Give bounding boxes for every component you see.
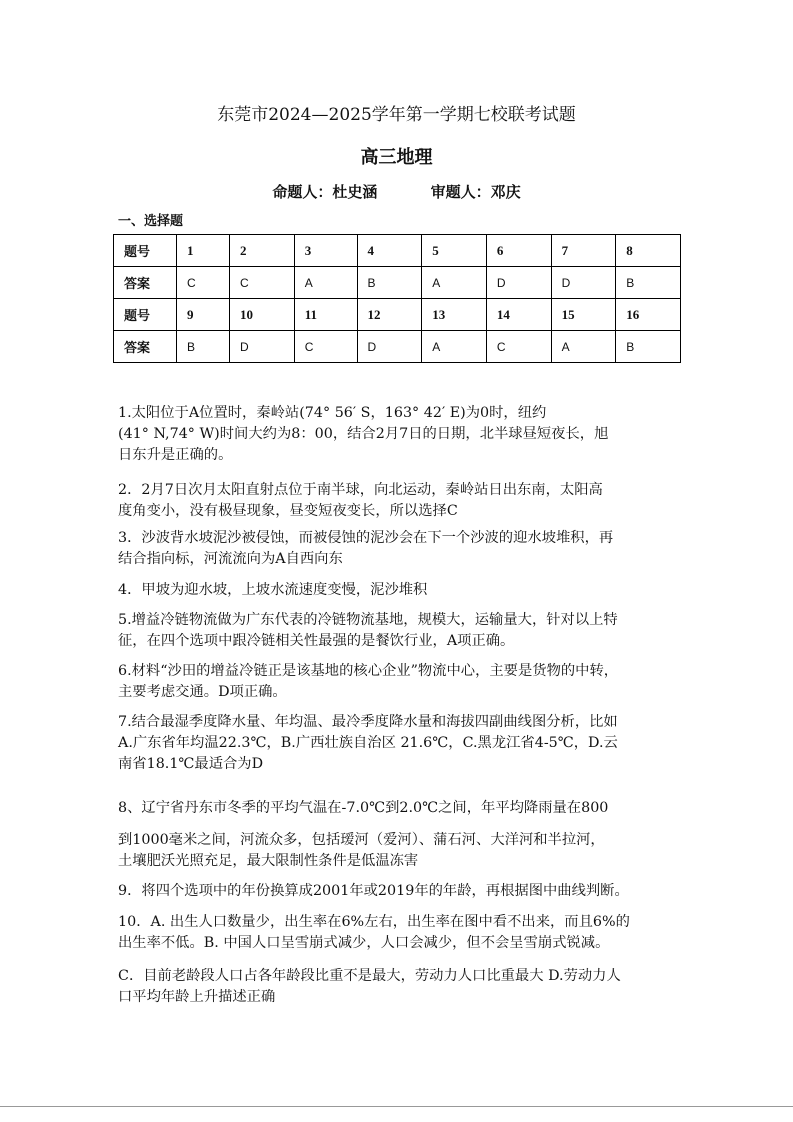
text-line: 南省18.1℃最适合为D — [118, 756, 264, 772]
question-number-cell: 2 — [230, 235, 295, 267]
answer-cell: D — [230, 331, 295, 363]
text-line: 5.增益冷链物流做为广东代表的冷链物流基地，规模大，运输量大，针对以上特 — [118, 612, 618, 628]
setter: 命题人：杜史涵 — [272, 183, 378, 201]
text-line: 7.结合最湿季度降水量、年均温、最冷季度降水量和海拔四副曲线图分析，比如 — [118, 714, 618, 730]
answer-cell: D — [486, 267, 551, 299]
text-line: 10．A. 出生人口数量少，出生率在6%左右，出生率在图中看不出来，而且6%的 — [118, 914, 630, 930]
question-number-cell: 10 — [230, 299, 295, 331]
text-line: 4．甲坡为迎水坡，上坡水流速度变慢，泥沙堆积 — [118, 582, 428, 598]
row-label: 答案 — [114, 267, 177, 299]
answer-cell: A — [294, 267, 357, 299]
explanation-paragraph — [118, 480, 698, 522]
authors — [0, 181, 793, 202]
answer-cell: D — [357, 331, 422, 363]
subject-title: 高三地理 — [360, 147, 433, 168]
text-line: 出生率不低。B. 中国人口呈雪崩式减少，人口会减少，但不会呈雪崩式锐减。 — [118, 935, 610, 951]
table-row — [114, 235, 681, 267]
text-line: 口平均年龄上升描述正确 — [118, 989, 276, 1005]
explanation-paragraph — [118, 403, 698, 466]
question-number-cell: 8 — [616, 235, 681, 267]
answer-cell: B — [616, 331, 681, 363]
question-number-cell: 15 — [551, 299, 616, 331]
answer-cell: A — [422, 331, 487, 363]
question-number-cell: 12 — [357, 299, 422, 331]
text-line: 结合指向标，河流流向为A自西向东 — [118, 551, 343, 567]
explanation-paragraph — [118, 528, 698, 570]
explanation-paragraph — [118, 712, 698, 775]
answer-cell: A — [551, 331, 616, 363]
exam-title: 东莞市2024—2025学年第一学期七校联考试题 — [217, 105, 576, 125]
text-line: C．目前老龄段人口占各年龄段比重不是最大，劳动力人口比重最大 D.劳动力人 — [118, 968, 621, 984]
text-line: (41° N,74° W)时间大约为8：00，结合2月7日的日期，北半球昼短夜长，旭 — [118, 426, 609, 442]
text-line: 度角变小，没有极昼现象，昼变短夜变长，所以选择C — [118, 503, 458, 519]
explanation-paragraph — [118, 881, 698, 902]
answer-cell: B — [357, 267, 422, 299]
explanation-paragraph — [118, 966, 698, 1008]
answer-cell: B — [177, 331, 230, 363]
row-label: 答案 — [114, 331, 177, 363]
row-label: 题号 — [114, 235, 177, 267]
question-number-cell: 4 — [357, 235, 422, 267]
question-number-cell: 13 — [422, 299, 487, 331]
answer-cell: C — [486, 331, 551, 363]
explanation-paragraph — [118, 580, 698, 601]
question-number-cell: 16 — [616, 299, 681, 331]
page-bottom-border — [0, 1106, 793, 1107]
question-number-cell: 14 — [486, 299, 551, 331]
answer-table — [113, 234, 681, 363]
question-number-cell: 9 — [177, 299, 230, 331]
question-number-cell: 1 — [177, 235, 230, 267]
table-row — [114, 299, 681, 331]
answer-cell: B — [616, 267, 681, 299]
row-label: 题号 — [114, 299, 177, 331]
text-line: 8、辽宁省丹东市冬季的平均气温在-7.0℃到2.0℃之间，年平均降雨量在800 — [118, 800, 609, 816]
text-line: 2．2月7日次月太阳直射点位于南半球，向北运动，秦岭站日出东南，太阳高 — [118, 482, 603, 498]
text-line: 1.太阳位于A位置时，秦岭站(74° 56′ S，163° 42′ E)为0时，纽约 — [118, 405, 547, 421]
text-line: 3．沙波背水坡泥沙被侵蚀，而被侵蚀的泥沙会在下一个沙波的迎水坡堆积，再 — [118, 530, 614, 546]
answer-cell: C — [230, 267, 295, 299]
section-heading: 一、选择题 — [118, 214, 184, 229]
text-line: 土壤肥沃光照充足，最大限制性条件是低温冻害 — [118, 853, 419, 869]
answer-cell: D — [551, 267, 616, 299]
answer-cell: A — [422, 267, 487, 299]
question-number-cell: 11 — [294, 299, 357, 331]
explanation-paragraph — [118, 798, 698, 819]
reviewer: 审题人：邓庆 — [430, 183, 521, 201]
explanation-paragraph — [118, 830, 698, 872]
text-line: 日东升是正确的。 — [118, 447, 233, 463]
question-number-cell: 6 — [486, 235, 551, 267]
text-line: 6.材料“沙田的增益冷链正是该基地的核心企业”物流中心，主要是货物的中转， — [118, 663, 619, 679]
table-row — [114, 331, 681, 363]
text-line: 9．将四个选项中的年份换算成2001年或2019年的年龄，再根据图中曲线判断。 — [118, 883, 629, 899]
explanation-paragraph — [118, 610, 698, 652]
explanation-paragraph — [118, 661, 698, 703]
explanation-paragraph — [118, 912, 698, 954]
answer-cell: C — [177, 267, 230, 299]
text-line: A.广东省年均温22.3℃，B.广西壮族自治区 21.6℃，C.黑龙江省4-5℃，D.云 — [118, 735, 618, 751]
question-number-cell: 5 — [422, 235, 487, 267]
text-line: 征，在四个选项中跟冷链相关性最强的是餐饮行业，A项正确。 — [118, 633, 515, 649]
question-number-cell: 3 — [294, 235, 357, 267]
question-number-cell: 7 — [551, 235, 616, 267]
table-row — [114, 267, 681, 299]
text-line: 主要考虑交通。D项正确。 — [118, 684, 287, 700]
text-line: 到1000毫米之间，河流众多，包括瑷河（爱河）、蒲石河、大洋河和半拉河， — [118, 832, 605, 848]
answer-cell: C — [294, 331, 357, 363]
